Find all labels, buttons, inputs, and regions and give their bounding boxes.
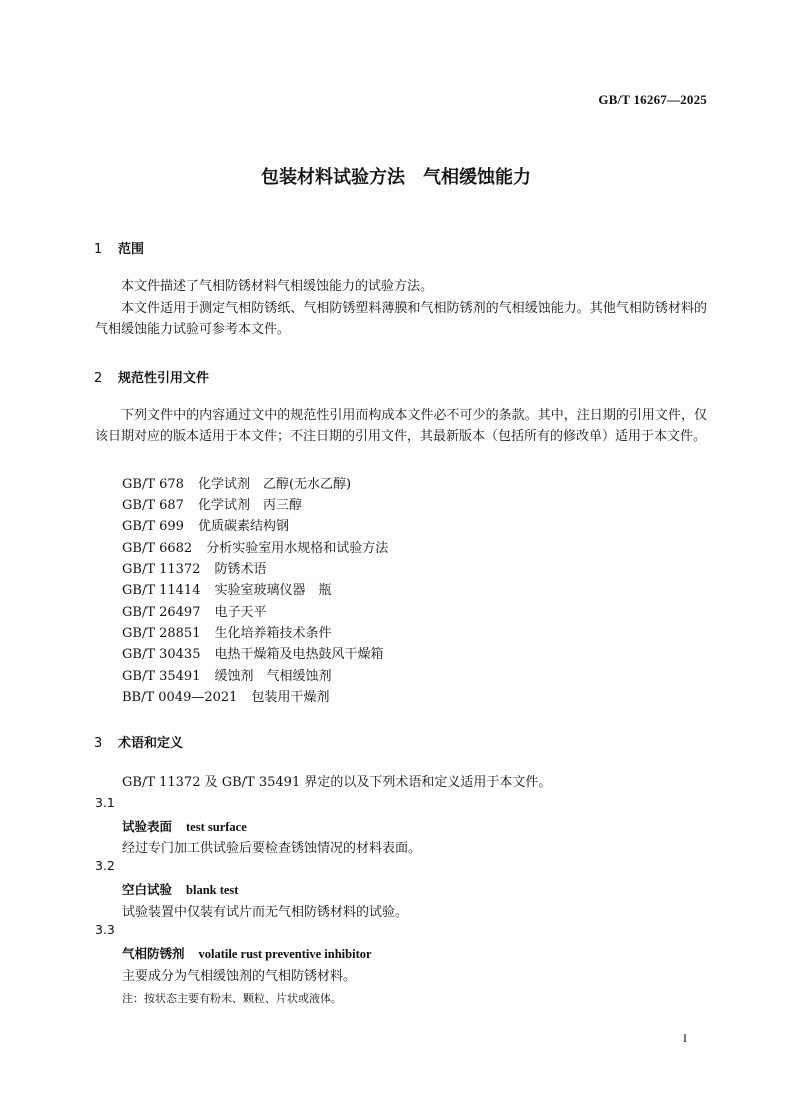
reference-item: GB/T 687 化学试剂 丙三醇 [122,498,302,513]
clause-number: 3.3 [95,922,115,937]
term-zh: 气相防锈剂 [122,946,185,961]
term-en: test surface [186,820,247,834]
section-3-intro: GB/T 11372 及 GB/T 35491 界定的以及下列术语和定义适用于本文件。 [122,775,552,790]
document-title: 包装材料试验方法 气相缓蚀能力 [261,167,531,188]
section-2-intro: 下列文件中的内容通过文中的规范性引用而构成本文件必不可少的条款。其中，注日期的引用文件，仅该日期对应的版本适用于本文件；不注日期的引用文件，其最新版本（包括所有的修改单）适用于本文件。 [95,408,707,445]
section-1-number: 1 [94,242,103,257]
reference-item: GB/T 30435 电热干燥箱及电热鼓风干燥箱 [122,647,384,662]
reference-item: GB/T 35491 缓蚀剂 气相缓蚀剂 [122,669,332,684]
section-2-title: 规范性引用文件 [118,371,210,386]
term-entry [122,944,372,962]
term-definition: 试验装置中仅装有试片而无气相防锈材料的试验。 [122,905,409,920]
reference-item: GB/T 11414 实验室玻璃仪器 瓶 [122,583,332,598]
term-definition: 主要成分为气相缓蚀剂的气相防锈材料。 [122,969,357,984]
reference-item: GB/T 26497 电子天平 [122,605,267,620]
reference-item: GB/T 699 优质碳素结构钢 [122,519,289,534]
term-definition: 经过专门加工供试验后要检查锈蚀情况的材料表面。 [122,841,422,856]
term-en: blank test [186,883,239,897]
term-note: 注：按状态主要有粉末、颗粒、片状或液体。 [122,992,342,1005]
section-3-number: 3 [94,736,103,751]
reference-item: GB/T 6682 分析实验室用水规格和试验方法 [122,541,389,556]
reference-item: GB/T 678 化学试剂 乙醇(无水乙醇) [122,477,352,492]
section-3-heading [94,732,183,751]
section-1-paragraph: 本文件描述了气相防锈材料气相缓蚀能力的试验方法。 [121,279,434,294]
reference-item: GB/T 28851 生化培养箱技术条件 [122,626,332,641]
term-zh: 试验表面 [122,819,173,834]
section-3-title: 术语和定义 [118,736,184,751]
clause-number: 3.2 [95,858,115,873]
section-1-paragraph: 本文件适用于测定气相防锈纸、气相防锈塑料薄膜和气相防锈剂的气相缓蚀能力。其他气相防锈材料的气相缓蚀能力试验可参考本文件。 [95,301,707,338]
term-entry [122,817,247,835]
section-1-heading [94,238,144,257]
page-number: I [683,1031,687,1045]
standard-number: GB/T 16267—2025 [598,92,707,107]
term-entry [122,880,238,898]
section-2-heading [94,367,209,386]
reference-item: GB/T 11372 防锈术语 [122,562,267,577]
clause-number: 3.1 [95,795,115,810]
term-en: volatile rust preventive inhibitor [198,947,372,961]
term-zh: 空白试验 [122,882,173,897]
section-1-title: 范围 [118,242,145,257]
section-2-number: 2 [94,371,103,386]
reference-item: BB/T 0049—2021 包装用干燥剂 [122,690,330,705]
